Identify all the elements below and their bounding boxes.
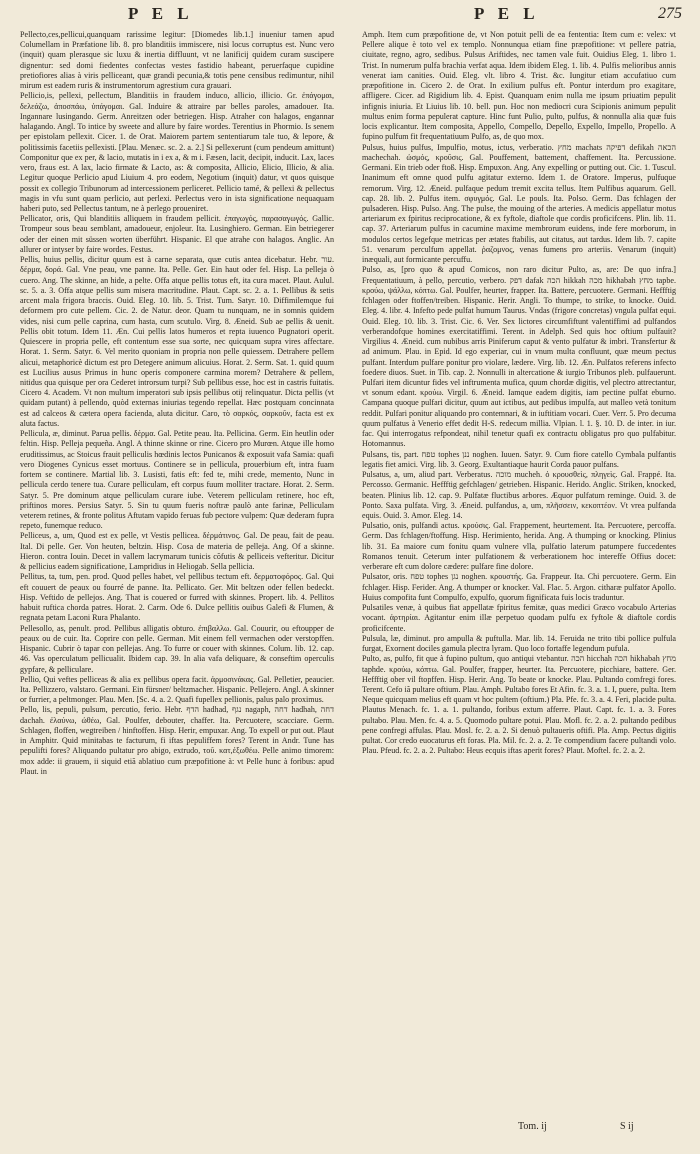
entry-pellicula: Pellicula, æ, diminut. Parua pellis. δέρμα. Gal. Petite peau. Ita. Pellicina. Germ. Ein heutlin oder feltin. Hisp. Pelleja pequeña. Angl. A thinne skinne or rine. Cicero pro Murœn. Atque ille homo eruditissimus, ac Stoicus frauit pelliculis hœdinis lectos Punicanos & exposuit vafa Samia: quafi vero Diogenes Cynicus esset mortuus. Continere se in pellicula, prouerbium eft, intra fuam fortem se continere. Martial lib. 3. Lusisti, fatis eft: fed te, mihi crede, memento, Nunc in pellicula cerdo tenere tua. Curare pelliculam, eft corpus fuum molliter tractare. Horat. 2. Serm. Satyr. 5. Pre dominum atque pelliculam curare iube. Veterem pelliculam retinere, hoc eft, priftinos mores. Persius Satyr. 5. Sin tu quum fueris noftræ paulò ante farinæ, Pelliculam veterem retines, & fronte politus Aftutam vapido feruas fub pectore vulpem: Quæ dederam fupra repeto, funemque reduco. <box>20 429 334 531</box>
entry-pelliceus: Pelliceus, a, um, Quod est ex pelle, vt Vestis pellicea. δέρμάτινος. Gal. De peau, fait de peau. Ital. Di pelle. Ger. Von heuten, beltzin. Hisp. Cosa de materia de pelleja. Ang. Of a skinne. Hieron. contra Iouin. Decet in vallem lacrymarum tunicis cõfutis & pelliceis vefteritur. Dicitur & pellicius eadem significatione, Lampridius in Heliogab. Sella pellicia. <box>20 531 334 572</box>
entry-pellis: Pellis, huius pellis, dicitur quum est à carne separata, quæ cutis antea dicebatur. Hebr. עור. δέρμα, δορά. Gal. Vne peau, vne panne. Ita. Pelle. Ger. Ein haut oder fel. Hisp. La pelleja ò cuero. Ang. The skinne, an hide, a pelte. Offa atque pellis totus eft, ita cura macet. Plaut. Aulul. sc. 5. a. 3. Offa atque pellis sum misera macritudine. Plaut. Capt. sc. 2. a. 1. Pellibus & setis arcent mala frigora braccis. Ouid. Eleg. 10. lib. 5. Trist. Tum. Satyr. 10. Diffimilemque fui deformem pro cute pellem. Cic. 2. de Natur. deor. Quam tu nunquam, ne in somnis quidem vides, nisi cum pelle caprina, cum hasta, cum scutulo. Virg. 8. Æneid. Sub ae pellis & uenit. Pellis obit totum. Idem 11. Æn. Cui pellis latos humeros et repta iuuenco Pugnatori operit. Quiescere in propria pelle, eft contentum esse sua sorte, nec quicquam supra vires affectare. Horat. 1. Serm. Satyr. 6. Vel merito quoniam in propria non pelle quiessem. Detrahere pellem alicui, metaphoricè dictum est pro Detegere animum alicuius. Horat. 2. Serm. Sat. 1. quid quum est Lucilius ausus Primus in hunc operis componere carmina morem? Detrahere & pellem, nitidus qua quisque per ora Cederet introrsum turpi? Sub pellibus esse, hoc est in castris fuitatis. Cicero 4. Academ. Vt non multum imperatori sub ipsis pellibus otij relinquatur. Dicta pellis (vt quidam putant) à pellendo, quòd externas iniurias tegendo repellat. Hæc postquam concinnata est ad calceos & cætera opera facienda, aluta dicitur. Caro, τὸ σαρκός, σαρκοῦν, facta est ex aluta factus. <box>20 255 334 428</box>
signature-mark: S ij <box>620 1121 634 1132</box>
page-number: 275 <box>658 5 682 22</box>
running-head-right: P E L <box>474 4 540 23</box>
entry-pello: Pello, lis, pepuli, pulsum, percutio, ferio. Hebr. הדף hadhad, נגף nagaph, דחה hadhah, דחה dachah. ἐλαύνω, ὠθέω, Gal. Poulfer, debouter, chaffer. Ita. Percuotere, scacciare. Germ. Schlagen, floffen, wegtreiben / hinftoffen. Hisp. Herir, empuxar. Ang. To expell or put out. Plaut in Amphitr. Quid minitabas te facturum, fi iftas pepuliffem fores? Terent in Andr. Tune has pepulifti fores? Aliquando pultatur pro abigo, extrudo, τοῦ. κατ,ἐξωθέω. Pelle animo timorem: mox adde: ii grauem, ii siquid etiã ablatiuo cum præpofitione à: vt Pelle hunc à foribus: apud Plaut. in <box>20 705 334 776</box>
entry-pellesollo: Pellesollo, as, penult. prod. Pellibus alligatis obturo. ἐπιβαλλω. Gal. Couurir, ou eftoupper de peaux ou de cuir. Ita. Coprire con pelle. German. Mit einem fell vermachen oder verstopffen. Hispanic. Cubrir ò tapar con pellejas. Ang. To furre or couer with skinnes. Colum. lib. 12. cap. 46. Vas operculatum pellicualit. Ibidem cap. 39. In alia vafa deliquare, & conseftim operculis gypfare, & pelliculare. <box>20 623 334 674</box>
entry-pulsans: Pulsans, tis, part. טפח tophes ננן noghen. Iuuen. Satyr. 9. Cum fiore catello Cymbala pulfantis legatis fiet amici. Virg. lib. 3. Georg. Exultantiaque haurit Corda pauor pulfans. <box>362 449 676 469</box>
right-column <box>362 30 676 1115</box>
volume-mark: Tom. ij <box>518 1121 547 1132</box>
entry-pulsatio: Pulsatio, onis, pulfandi actus. κρούσις. Gal. Frappement, heurtement. Ita. Percuotere, percoffa. Germ. Das fchlagen/ftoffung. Hisp. Herimiento, herida. Ang. A thumping or knocking. Plinius lib. 31. Ea maiore cum fonitu quam vulnere vlla, pulfatio laterum patumpere fuccedentes Romanos tenuit. Ceterum inter pulfationem & verberationem hoc intereffe Offius docet: verberare eft cum dolore cædere: pulfare fine dolore. <box>362 521 676 572</box>
entry-pulsator: Pulsator, oris. טפח tophes נגן noghen. κρουστής. Ga. Frappeur. Ita. Chi percuotere. Germ. Ein fchlager. Hisp. Ferider. Ang. A thumper or knocker. Val. Flac. 5. Argon. citharæ pulfator Apollo. Huius compofita funt Compulfo, expulfo, quorum fignificata fuis locis traduntur. <box>362 572 676 602</box>
entry-pulsatiles: Pulsatiles venæ, à quibus fiat appellatæ fpiritus femitæ, quas medici Græco vocabulo Arterias vocant. ἀρτηρίαι. Agitantur enim illæ perpetuo quodam pulfu ex fyftole & diaftole cordis proficifcente. <box>362 603 676 633</box>
entry-pulto: Pulto, as, pulfo, fit que à fupino pultum, quo antiqui vtebantur. הכה hicchah הכה hikhabah מחץ taphde. κρούω, κόπτω. Gal. Poulfer, frapper, heurter. Ita. Percuotere, picchiare, battere. Ger. Heffftig ober vil ftopffen. Hisp. Herir. Ang. To beate or knocke. Plau. Pultando comfregi fores. Terent. Cefo iã pultare oftium. Plau. Amph. Pultabo fores Et Afin. fc. 3. a. 1. I, puere, pulta. Item Neque quicquam melius eft quam vt hoc pultem (oftium.) Pla. Pfe. fc. 3. a. 4. Feri, placide pulta. Plautus Menach. fc. 1. a. 1. pultando, foribus extum afferre. Plaut. Capt. fc. 1. a. 3. Fores pultabo. Plau. Men. fc. 4. a. 5. Quomodo pultare potui. Plau. Mofl. fc. 2. a. 2. pultando pedibus pene confregi affulas. Plau. Mosl. fc. 2. a. 2. Si denuò pultaueris oftifi. Pla. Amp. Pectus digitis pultat. Cor credo euocaturus eft foras. Pla. Mil. fc. 2. a. 2. Te compendium facere pultandi volo. Plau. Pfeud. fc. 2. a. 2. Pultabo: Heus ecquis iftas aperit fores? Plaut. Moftel. fc. 2. a. 2. <box>362 654 676 756</box>
entry-pellitus: Pellitus, ta, tum, pen. prod. Quod pelles habet, vel pellibus tectum eft. δερματοφόρος. Gal. Qui eft couuert de peaux ou fourré de panne. Ita. Pellicato. Ger. Mit beltzen oder fellen bedeckt. Hisp. Veftido de pellejos. Ang. That is couered or furred with skinnes. Propert. lib. 4. Pellitos habuit ruftica chorda patres. Horat. 2. Carm. Ode 6. Dulce pellitis ouibus Galefi & Flumen, & regnata petam Laconi Rura Phalanto. <box>20 572 334 623</box>
left-column <box>20 30 334 1115</box>
entry-pulsus: Pulsus, huius pulfus, Impulfio, motus, ictus, verberatio. מחץ machats דפיקה defikah הכאה machechah. ὠσμός, κροῦσις. Gal. Pouffement, battement, chaffement. Ita. Percussione. Germani. Ein trieb oder ftoß. Hisp. Empuxon. Ang. Any expelling or putting out. Cic. 1. Tuscul. Inanimum eft omne quod pulfu agitatur externo. Idem 1. de Oratore. Imperus, pulfuque remorum. Virg. 12. Æneid. pulfaque pedum tremit excita tellus. Item Pulfibus aquarum. Gell. cap. 28. lib. 2. Pulfus item. σφυγμός. Gal. Le pouls. Ita. Polso. Germ. Das fchlagen der pulsaderen. Hisp. Pulso. Ang. The pulse, the mouing of the arteries. A medicis appellatur motus arteriarum ex fpiritus reciprocatione, & ex fyftole, diaftole que cordis proficifcens. Plin. lib. 11. cap. 37. Arteriarum pulfus in cacumine maxime membrorum euidens, inde fere morborum, in modulos certos legefque metricas per ætates ftabilis, aut citatus, aut tardus. Idem lib. 7. capite 51. venarum perculfum appellat. ῥαζομνος, venas fumens pro arteriis. Venarum (inquit) inæquali, aut formicante percuffu. <box>362 142 676 265</box>
running-head-left: P E L <box>128 4 194 23</box>
entry-pellio: Pellio, Qui veftes pelliceas & alia ex pellibus opera facit. ἀρμοσινάκας. Gal. Pelletier, peaucier. Ita. Pellizzero, valstaro. Germani. Ein fürsner/ beltzmacher. Hispanic. Pellejero. Angl. A skinner or furrier, a peltmonger. Plau. Men. [Sc. 4. a. 2. Quafi fupellex pellionis, palus palo proximus. <box>20 674 334 705</box>
entry-pellicio: Pellicio,is, pellexi, pellectum, Blanditiis in fraudem induco, allicio, illicio. Gr. ἐπάγομαι, δελεάζω, ἀποσπάω, ὑπάγομαι. Gal. Induire & attraire par belles paroles, amadouer. Ita. Ingannare lusingando. Germ. Anreitzen oder betriegen. Hisp. Atraher con halagos, engannar halagando. Angl. To intice by sweete and allure by faire wordes. Terentius in Phormio. Is senem per epistolam pellexit. Cicer. 1. de Orat. Maiorem partem sententiarum tale tuo, & lepore, & politissimis facetiis pellexisti. [Plau. Menæc. sc. 2. a. 2.] Si pellexerunt (cum pendeum amittunt) Componitur que ex per, & lacio, mutatis in i ex a, & m i. Fæsen, lacit, decipit, inducit. Lax, laces vero, fraus est. A lax, lacio firmate & Lacto, as: & composita, Allicio, Elicio, Illicio, & alia. Legitur quoque Perlicio apud Liuium 4. pro eodem, Negotium (inquit) datur, vt quos quisque possit ex collegio Tribunorum ad intercessionem perliceret. Pellicio tamé, & pellexi & pellectus magis in vfu sunt quam perlicio, aut perlexi. Perlectus vero in ista significatione nequaquam haberi puto, sed Pellectus tantum, ne à perlego proueniret. <box>20 91 334 213</box>
entry-pellicator: Pellicator, oris, Qui blanditiis alliquem in fraudem pellicit. ἐπαγωγός, παρασαγωγός. Gallic. Trompeur sous beau semblant, amadoueur, enjoleur. Ita. Lusinghiero. German. Ein betriegerer oder der einen mit süssen worten überführt. Hispanic. El que atrahe con halagos. Anglic. An allurer or intyser by faire wordes. Festus. <box>20 214 334 254</box>
entry-pulso: Pulso, as, [pro quo & apud Comicos, non raro dicitur Pulto, as, are: De quo infra.] Frequentatiuum, à pello, percutio, verbero. דפק dafak הכה hikkah מכה hikhabah מחץ tapbe. κρούω, ψάλλω, κόπτω. Gal. Poulfer, heurter, frapper. Ita. Battere, percuotere. Germani. Heffftig fchlagen oder ftoffen/treiben. Hispanic. Herir. Angli. To thumpe, to strike, to knocke. Ouid. Eleg. 4. libr. 4. Infefto pede pulfat humum Taurus. Vndas (frigore concretas) vngula pulfat equi. Ouid. Eleg. 10. lib. 3. Trist. Cic. 6. Ver. Sex lictores circumfiftunt valentiffimi ad pulfandos verberandofque homines exercitatiffimi. Terent. in Adelph. Sed quis hoc oftium pulfauit? Virgilius 4. Æneid. cum nubibus arris Piniferum caput & vento pulfatur & imbri. Transfertur & ad animum. Plau. in Epid. Id ego experiar, cui in vnum multa confluunt, quæ meum pectus pulfant. Interdum pulfare ponitur pro violare, lædere. Virg. lib. 12. Æn. Pulfatos referens infecto foedere diuos. Suet. in Tib. cap. 2. Nonnulli in altercatione & iurgio Tribunos pleb. pulfauerunt. Pulfari item dicuntur fides vel inftrumenta mufica, quum chordæ digitis, vel plectro attrectantur, vt sonum edant. κρούω. Virgil. 6. Æneid. Iamque eadem digitis, iam pectine pulfat eburno. Campana quoque pulfari dicitur, quum aut ictibus, aut pedibus impulfa, aut malleo vetà tonitum reddit. Pulfari ponitur aliquando pro contemnari, & in iuftitiam vocari. Cuer. Verr. 5. Pro decuma quum pulfatus à Venerio effet dedit H-S. redecum millia. Vlpian. l. 1. §. 10. D. de inter. in iur. fac. Qui interrogatus refpondeat, nihil tenetur quafi ex contractu obligatus pro quo pulfabitur. Hotomannus. <box>362 265 676 449</box>
entry-pulsatus: Pulsatus, a, um, aliud part. Verberatus. מוכה mucheh. ὁ κρουσθεὶς, πληγεὶς. Gal. Frappé. Ita. Percosso. Germanic. Heffftig gefchlagen/ getrieben. Hispanic. Herido. Anglic. Striken, knocked, beaten. Plinius lib. 12. cap. 9. Pulfatæ fluctibus arbores. Æquor pulfatum reminge. Ouid. 3. de Ponto. Saxa pulfata. Virg. 3. Æneid. pulfandus, a, um, πλῆσσειν, κεκοπτέον. Vt vrea pulfanda equis. Ouid. 3. Amor. Eleg. 14. <box>362 470 676 521</box>
entry-pello-cont: Amph. Item cum præpofitione de, vt Non potuit pelli de ea fententia: Item cum e: velex: vt Pellere alique è toto vel ex templo. Nonnunqua etiam fine præpofitione: vt pellere patria, ciuitate, regno, agro, sedibus. Pulsus Ariftides, nec tamen vale fuit. Ouidius Eleg. 1. libro 1. Trist. In numerum pulfa brachia verfat aqua. Idem ibidem Eleg. 1. lib. 4. Pulfis melioribus annis venerat iam canities. Ouid. Eleg. vlt. libro 4. Trist. &c. Iungitur etiam accufatiuo cum præpofitione in. Cicero 2. de Orat. In exilium pulfus eft. Pontur interdum pro exagitare, affligere. Cicer. ad Rigidium lib. 4. Epist. Quanquam enim nulla me ipsum priuatim pepulit infignis iniuria. Et Liuius lib. 10. bell. pun. Hoc non mediocri cura Scipionis animum pepulit multus enim forma pepulerat capture. Hinc funt Pulio, pulto, pulfus, & nonnulla alia quæ fuis locis explicantur. Item composita, Appello, Compello, Depello, Expello, Impello, Propello. A fupino pulfum fit frequentatiuum Pulfo, as, de quo mox. <box>362 30 676 142</box>
entry-pulsula: Pulsula, læ, diminut. pro ampulla & puftulla. Mar. lib. 14. Feruida ne trito tibi pollice pulfula furgat, Exornent dociles gamula plectra lyram. Quo loco fortaffe legendum pufula. <box>362 633 676 654</box>
entry-pellecto: Pellecto,ces,pellicui,quanquam rarissime legitur: [Diomedes lib.1.] inueniur tamen apud Columellam in Præfatione lib. 8. pro blanditiis immiscere, nisi locus corruptus est. Nunc vero (inquit) quam plerasque sic luxu & inertia diffluunt, vt ne lanificij quidem curam suscipere dignentur: sed domi fiedentes confectas vestes fastidio habeant, peruerfaque cupidine pretiofiores alias à viris pelliceant, quæ grandi pecunia,& totis pene censibus redimuntur, nihil mirum est eadem ruris & instrumentorum agrestium cura grauari. <box>20 30 334 91</box>
